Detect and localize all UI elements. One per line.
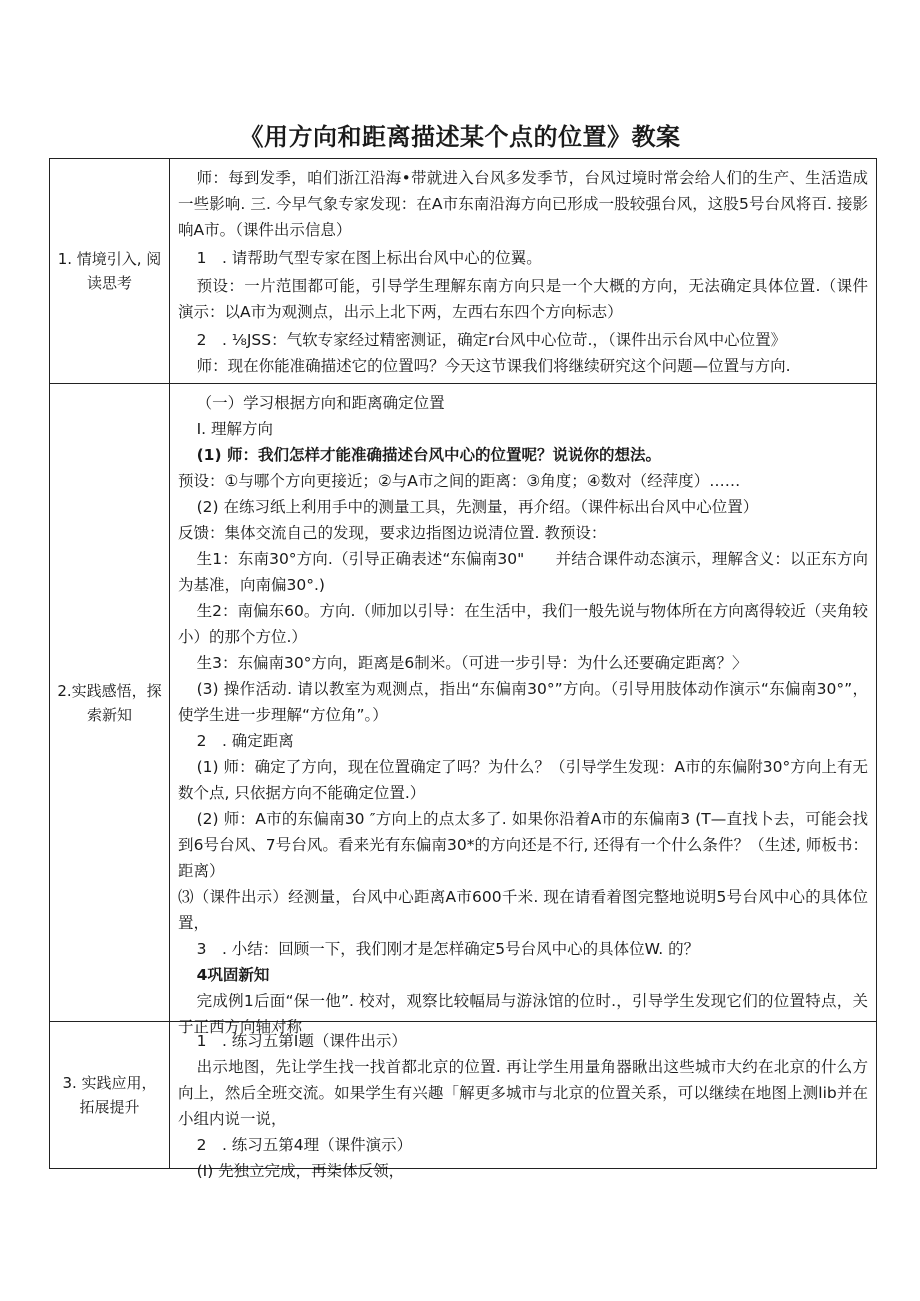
paragraph: 1 . 请帮助气型专家在图上标出台风中心的位翼。 bbox=[196, 249, 542, 267]
section-row-3 bbox=[50, 1022, 877, 1169]
paragraph: 预设：一片范围都可能，引导学生理解东南方向只是一个大概的方向，无法确定具体位置.（课件演示：以A市为观测点，出示上北下两，左西右东四个方向标志） bbox=[178, 277, 868, 321]
section-content-2 bbox=[170, 384, 877, 1036]
paragraph: (3) 操作活动. 请以教室为观测点，指出“东偏南30°”方向。（引导用肢体动作演示“东偏南30°”，使学生进一步理解“方位角”。） bbox=[178, 680, 868, 724]
paragraph: 师：每到发季，咱们浙江沿海•带就进入台风多发季节，台风过境时常会给人们的生产、生活造成一些影响. 三. 今早气象专家发现：在A市东南沿海方向已形成一股较强台风，这股5号台风将百. 接影响A市。（课件出示信息） bbox=[178, 169, 868, 239]
paragraph: 2 . ⅛JSS：气软专家经过精密测证，确定r台风中心位苛.，（课件出示台风中心位置》 bbox=[196, 331, 787, 349]
section-row-2 bbox=[50, 384, 877, 1022]
paragraph: ⑶（课件出示）经测量，台风中心距离A市600千米. 现在请看着图完整地说明5号台风中心的具体位置， bbox=[178, 888, 868, 932]
lesson-plan-table bbox=[49, 158, 877, 1180]
paragraph: 生3：东偏南30°方向，距离是6制米。（可进一步引导：为什么还要确定距离？〉 bbox=[196, 654, 748, 672]
section-label-2: 2.实践感悟，探索新知 bbox=[50, 384, 170, 1022]
paragraph: 2 . 练习五第4理（课件演示） bbox=[196, 1136, 413, 1154]
paragraph: 师：现在你能准确描述它的位置吗？今天这节课我们将继续研究这个问题—位置与方向. bbox=[196, 357, 791, 375]
section-content-1 bbox=[170, 159, 877, 384]
paragraph: 1 . 练习五第I题（课件出示） bbox=[196, 1032, 407, 1050]
section-label-1: 1. 情境引入, 阅读思考 bbox=[50, 159, 170, 384]
paragraph: （一）学习根据方向和距离确定位置 bbox=[196, 394, 445, 412]
paragraph: (2) 在练习纸上利用手中的测量工具，先测量，再介绍。（课件标出台风中心位置） bbox=[196, 498, 759, 516]
paragraph: 生1：东南30°方向.（引导正确表述“东偏南30" 并结合课件动态演示，理解含义：以正东方向为基准，向南偏30°.) bbox=[178, 550, 868, 594]
paragraph: 生2：南偏东60。方向.（师加以引导：在生活中，我们一般先说与物体所在方向离得较近（夹角较小）的那个方位.） bbox=[178, 602, 868, 646]
paragraph: 完成例1后面“保一他”. 校对，观察比较幅局与游泳馆的位时.，引导学生发现它们的位置特点，关于正西方向轴对称 bbox=[178, 992, 868, 1036]
section-label-3: 3. 实践应用，拓展提升 bbox=[50, 1022, 170, 1169]
paragraph: (1) 师：确定了方向，现在位置确定了吗？为什么？（引导学生发现：A市的东偏附30°方向上有无数个点, 只依据方向不能确定位置.） bbox=[178, 758, 868, 802]
paragraph: I. 理解方向 bbox=[196, 420, 274, 438]
paragraph: 预设：①与哪个方向更接近；②与A市之间的距离：③角度；④数对（经萍度）…… bbox=[178, 472, 741, 490]
section-content-3 bbox=[170, 1022, 877, 1180]
paragraph: 出示地图，先让学生找一找首都北京的位置. 再让学生用量角器瞅出这些城市大约在北京的什么方向上，然后全班交流。如果学生有兴趣「解更多城市与北京的位置关系，可以继续在地图上测lib并在小组内说一说， bbox=[178, 1058, 868, 1128]
paragraph: 3 . 小结：回顾一下，我们刚才是怎样确定5号台风中心的具体位W. 的？ bbox=[196, 940, 700, 958]
section-row-1 bbox=[50, 159, 877, 384]
paragraph: 4巩固新知 bbox=[196, 966, 270, 984]
paragraph: 反馈：集体交流自己的发现，要求边指图边说清位置. 教预设： bbox=[178, 524, 607, 542]
paragraph: (2) 师：A市的东偏南30 ″方向上的点太多了. 如果你沿着A市的东偏南3 (T—直找卜去，可能会找到6号台风、7号台风。看来光有东偏南30*的方向还是不行, 还得有一个什么条件？（生述, 师板书：距离） bbox=[178, 810, 868, 880]
document-title: 《用方向和距离描述某个点的位置》教案 bbox=[239, 123, 681, 151]
paragraph: 2 . 确定距离 bbox=[196, 732, 294, 750]
paragraph: (I) 先独立完成，再柒体反领， bbox=[196, 1162, 405, 1180]
paragraph: (1) 师：我们怎样才能准确描述台风中心的位置呢？说说你的想法。 bbox=[196, 446, 661, 464]
